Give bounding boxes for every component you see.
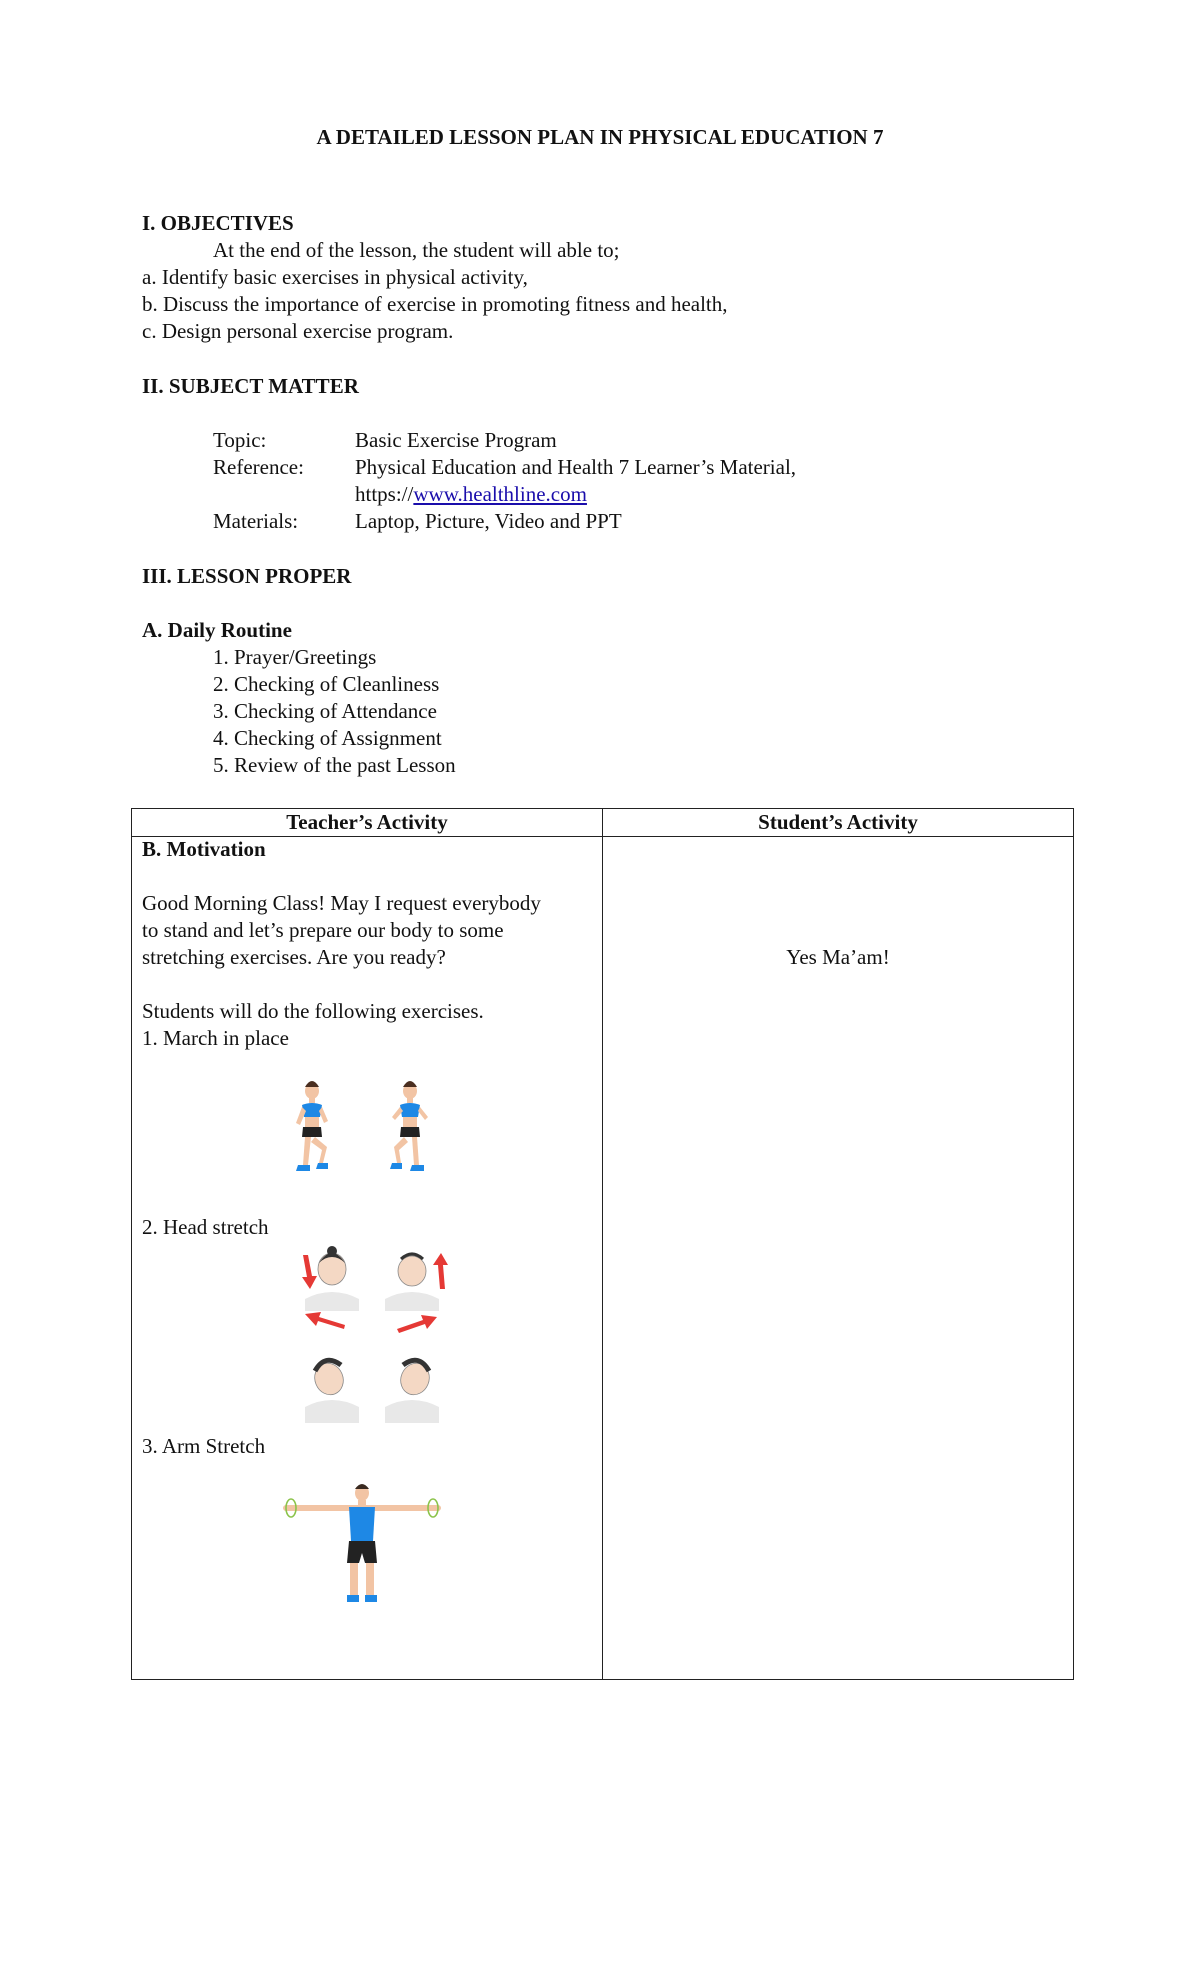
reference-label: Reference: — [213, 455, 304, 479]
reference-url — [355, 481, 587, 508]
routine-item: 4. Checking of Assignment — [213, 726, 442, 750]
arrow-up-icon — [433, 1253, 448, 1289]
subject-matter-heading: II. SUBJECT MATTER — [142, 374, 359, 398]
reference-url-prefix: https:// — [355, 482, 414, 506]
header-divider — [132, 836, 1073, 837]
activity-table — [131, 808, 1074, 1680]
column-divider — [602, 809, 603, 1679]
exercise-march-label: 1. March in place — [142, 1026, 289, 1050]
document-title: A DETAILED LESSON PLAN IN PHYSICAL EDUCATION 7 — [316, 125, 884, 149]
lesson-proper-heading: III. LESSON PROPER — [142, 564, 352, 588]
topic-label: Topic: — [213, 428, 267, 452]
student-activity-header: Student’s Activity — [758, 810, 918, 834]
arrow-right-icon — [397, 1315, 437, 1333]
exercise-arm-stretch-label: 3. Arm Stretch — [142, 1434, 266, 1458]
materials-label: Materials: — [213, 509, 299, 533]
arm-stretch-illustration — [277, 1481, 447, 1616]
teacher-line: to stand and let’s prepare our body to some — [142, 918, 504, 942]
teacher-activity-header: Teacher’s Activity — [286, 810, 448, 834]
objectives-heading: I. OBJECTIVES — [142, 211, 294, 235]
objective-item: a. Identify basic exercises in physical activity, — [142, 265, 528, 289]
head-stretch-illustration — [297, 1241, 457, 1426]
healthline-link[interactable]: www.healthline.com — [413, 482, 587, 506]
routine-item: 1. Prayer/Greetings — [213, 645, 377, 669]
daily-routine-heading: A. Daily Routine — [142, 618, 292, 642]
motivation-heading: B. Motivation — [142, 837, 266, 861]
march-in-place-illustration — [272, 1077, 472, 1202]
reference-value: Physical Education and Health 7 Learner’s Material, — [355, 455, 797, 479]
routine-item: 2. Checking of Cleanliness — [213, 672, 440, 696]
head-tilt-left-figure — [305, 1359, 359, 1423]
objectives-intro: At the end of the lesson, the student will able to; — [213, 238, 620, 262]
routine-item: 3. Checking of Attendance — [213, 699, 437, 723]
arrow-down-icon — [302, 1255, 317, 1289]
teacher-line: stretching exercises. Are you ready? — [142, 945, 446, 969]
objective-item: c. Design personal exercise program. — [142, 319, 454, 343]
head-up-figure — [385, 1254, 439, 1311]
teacher-line: Good Morning Class! May I request everybody — [142, 891, 541, 915]
head-tilt-right-figure — [385, 1359, 439, 1423]
march-figure-right — [390, 1081, 428, 1171]
objective-item: b. Discuss the importance of exercise in promoting fitness and health, — [142, 292, 728, 316]
arrow-left-icon — [305, 1312, 345, 1329]
materials-value: Laptop, Picture, Video and PPT — [355, 509, 622, 533]
routine-item: 5. Review of the past Lesson — [213, 753, 456, 777]
exercises-intro: Students will do the following exercises. — [142, 999, 484, 1023]
march-figure-left — [296, 1081, 328, 1171]
exercise-head-stretch-label: 2. Head stretch — [142, 1215, 269, 1239]
student-response: Yes Ma’am! — [786, 945, 890, 969]
topic-value: Basic Exercise Program — [355, 428, 557, 452]
